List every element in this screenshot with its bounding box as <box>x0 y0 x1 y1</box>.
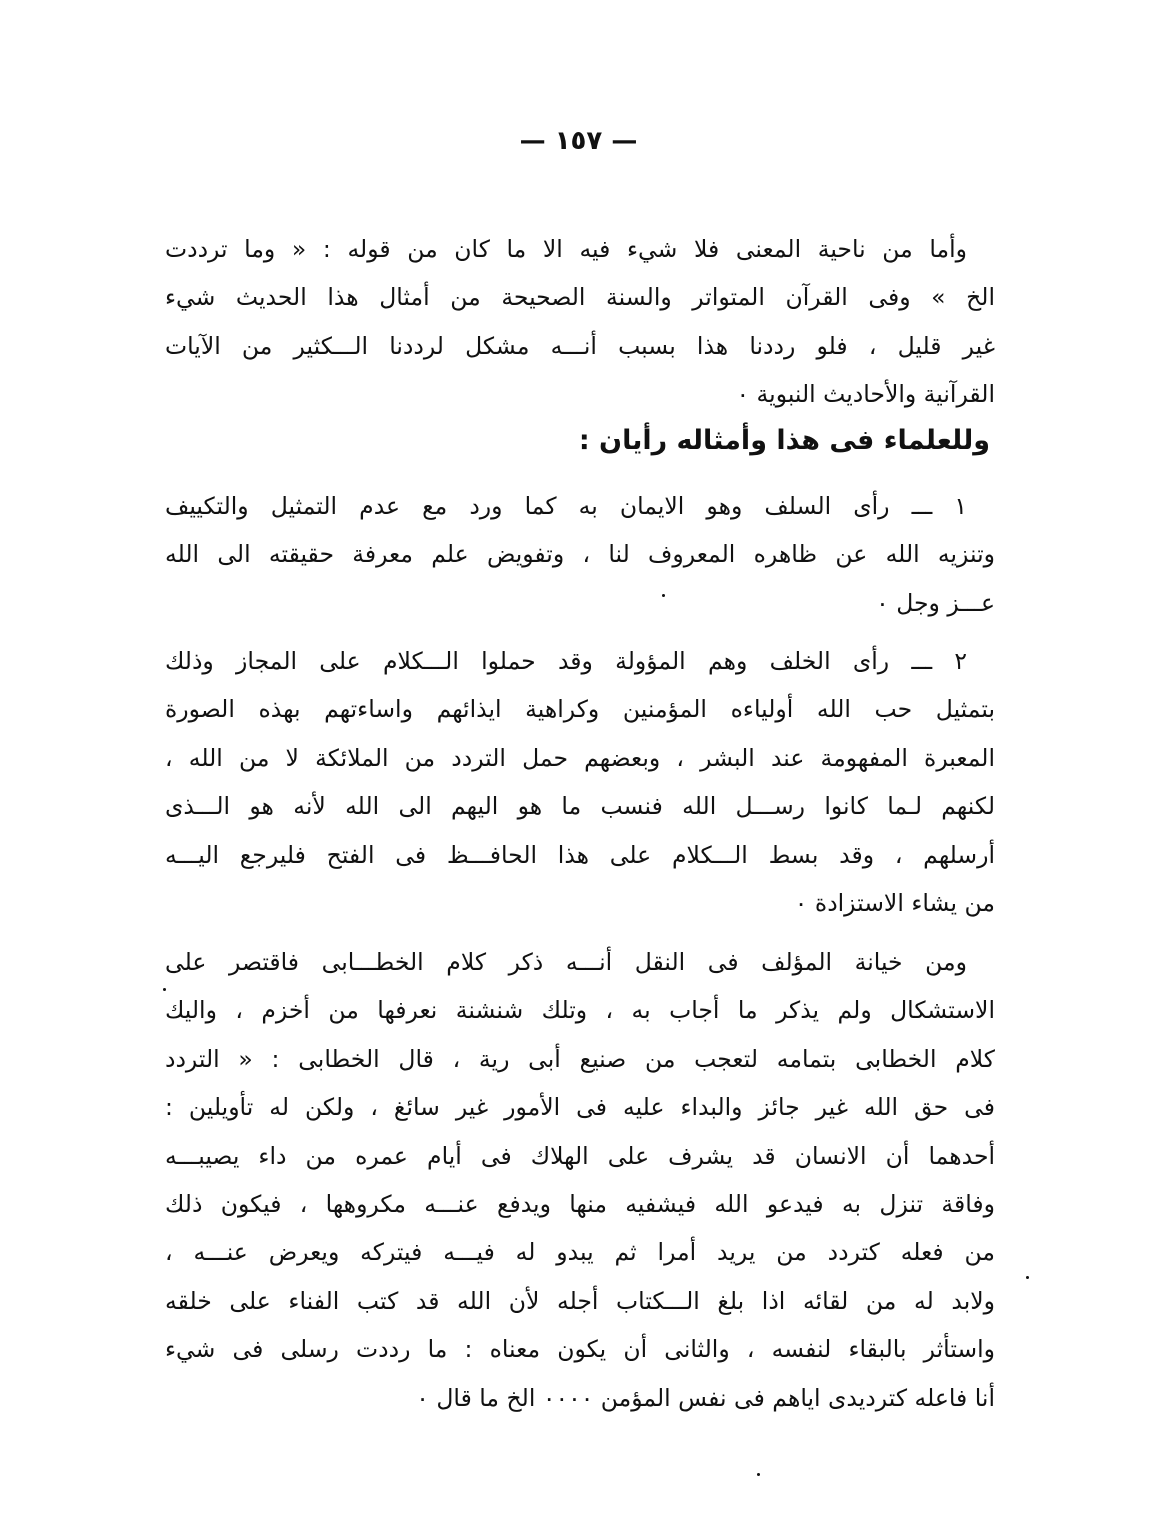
scan-speck <box>757 1473 760 1476</box>
text-line: كلام الخطابى بتمامه لتعجب من صنيع أبى رية ، قال الخطابى : « التردد <box>165 1044 995 1073</box>
text-line: واستأثر بالبقاء لنفسه ، والثانى أن يكون معناه : ما رددت رسلى فى شيء <box>165 1335 995 1364</box>
paragraph-salaf-opinion <box>165 482 995 627</box>
text-line: وأما من ناحية المعنى فلا شيء فيه الا ما كان من قوله : « وما ترددت <box>165 235 967 263</box>
text-line: القرآنية والأحاديث النبوية ٠ <box>736 380 995 409</box>
text-line: ١ ـــ رأى السلف وهو الايمان به كما ورد مع عدم التمثيل والتكييف <box>165 492 967 520</box>
text-line: ٢ ـــ رأى الخلف وهم المؤولة وقد حملوا الـــكلام على المجاز وذلك <box>165 647 967 675</box>
text-line: أنا فاعله كترديدى اياهم فى نفس المؤمن ٠٠٠٠ الخ ما قال ٠ <box>416 1383 995 1412</box>
text-line: وفاقة تنزل به فيدعو الله فيشفيه منها ويدفع عنـــه مكروهها ، فيكون ذلك <box>165 1189 995 1218</box>
text-line: ومن خيانة المؤلف فى النقل أنـــه ذكر كلام الخطـــابى فاقتصر على <box>165 948 967 976</box>
text-line: لكنهم لـما كانوا رســـل الله فنسب ما هو اليهم الى الله لأنه هو الـــذى <box>165 792 995 821</box>
paragraph-meaning <box>165 225 995 419</box>
page-number: — ١٥٧ — <box>519 126 638 156</box>
text-line: من فعله كتردد من يريد أمرا ثم يبدو له فيـــه فيتركه ويعرض عنـــه ، <box>165 1238 995 1267</box>
paragraph-khalaf-opinion <box>165 637 995 927</box>
text-line: فى حق الله غير جائز والبداء عليه فى الأمور غير سائغ ، ولكن له تأويلين : <box>165 1093 995 1122</box>
text-line: عـــز وجل ٠ <box>876 588 995 617</box>
text-line: من يشاء الاستزادة ٠ <box>794 888 995 917</box>
section-heading: وللعلماء فى هذا وأمثاله رأيان : <box>578 425 990 456</box>
text-line: أحدهما أن الانسان قد يشرف على الهلاك فى أيام عمره من داء يصيبـــه <box>165 1141 995 1170</box>
text-line: وتنزيه الله عن ظاهره المعروف لنا ، وتفويض علم معرفة حقيقته الى الله <box>165 540 995 569</box>
paragraph-author-critique <box>165 938 995 1422</box>
text-line: بتمثيل حب الله أولياءه المؤمنين وكراهية ايذائهم واساءتهم بهذه الصورة <box>165 695 995 724</box>
scan-speck <box>163 988 166 991</box>
text-line: الخ » وفى القرآن المتواتر والسنة الصحيحة من أمثال هذا الحديث شيء <box>165 283 995 312</box>
text-line: أرسلهم ، وقد بسط الـــكلام على هذا الحافـــظ فى الفتح فليرجع اليـــه <box>165 840 995 869</box>
scan-speck <box>662 594 665 597</box>
scan-speck <box>1026 1276 1029 1279</box>
text-line: غير قليل ، فلو رددنا هذا بسبب أنـــه مشكل لرددنا الـــكثير من الآيات <box>165 331 995 360</box>
text-line: المعبرة المفهومة عند البشر ، وبعضهم حمل التردد من الملائكة لا من الله ، <box>165 743 995 772</box>
text-line: الاستشكال ولم يذكر ما أجاب به ، وتلك شنشنة نعرفها من أخزم ، واليك <box>165 996 995 1025</box>
text-line: ولابد له من لقائه اذا بلغ الـــكتاب أجله لأن الله قد كتب الفناء على خلقه <box>165 1286 995 1315</box>
